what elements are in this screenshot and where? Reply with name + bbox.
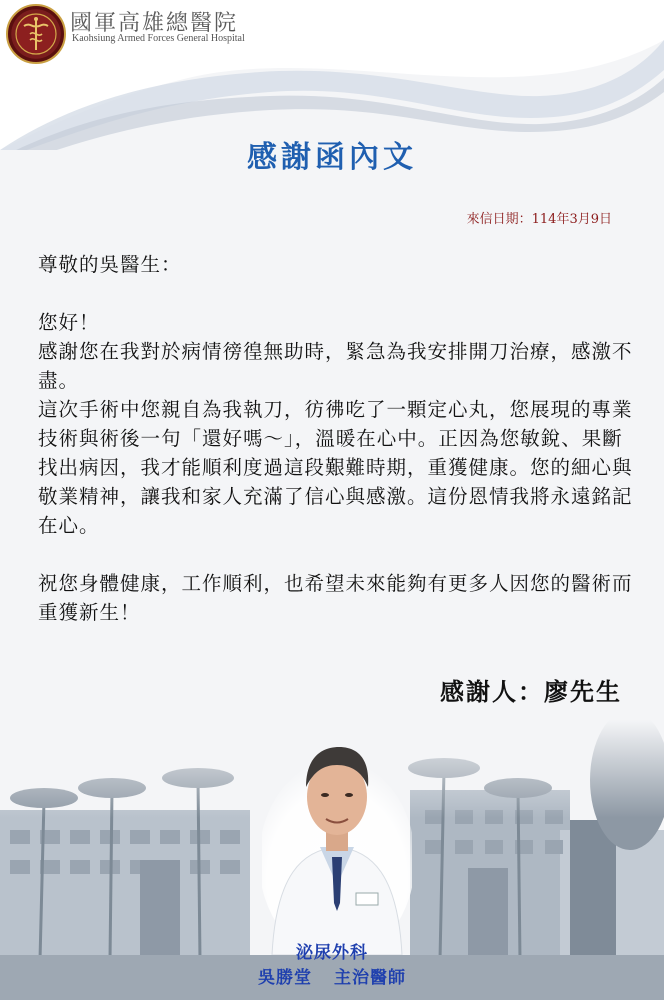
caduceus-icon bbox=[8, 6, 64, 62]
letter-greeting: 您好！ bbox=[38, 311, 100, 334]
doctor-name: 吳勝堂 bbox=[258, 968, 312, 988]
doctor-credit bbox=[0, 963, 664, 988]
hospital-logo bbox=[6, 4, 66, 64]
letter-salutation: 尊敬的吳醫生： bbox=[38, 253, 182, 276]
letter-paragraph-2: 這次手術中您親自為我執刀，彷彿吃了一顆定心丸，您展現的專業技術與術後一句「還好嗎～」，溫暖在心中。正因為您敏銳、果斷找出病因，我才能順利度過這段艱難時期，重獲健康。您的細心與敬業精神，讓我和家人充滿了信心與感激。這份恩情我將永遠銘記在心。 bbox=[38, 398, 633, 537]
letter-closing: 祝您身體健康，工作順利，也希望未來能夠有更多人因您的醫術而重獲新生！ bbox=[38, 572, 633, 624]
letter-body bbox=[38, 250, 638, 627]
page-title: 感謝函內文 bbox=[247, 140, 417, 175]
hospital-name: 國軍高雄總醫院 bbox=[70, 11, 239, 36]
doctor-department: 泌尿外科 bbox=[296, 943, 368, 963]
letter-date: 來信日期：114年3月9日 bbox=[466, 212, 612, 227]
letter-signer: 感謝人：廖先生 bbox=[440, 677, 622, 706]
hospital-name-en: Kaohsiung Armed Forces General Hospital bbox=[72, 33, 245, 44]
doctor-title: 主治醫師 bbox=[334, 968, 406, 988]
letter-paragraph-1: 感謝您在我對於病情徬徨無助時，緊急為我安排開刀治療，感激不盡。 bbox=[38, 340, 633, 392]
doctor-portrait bbox=[262, 725, 412, 955]
